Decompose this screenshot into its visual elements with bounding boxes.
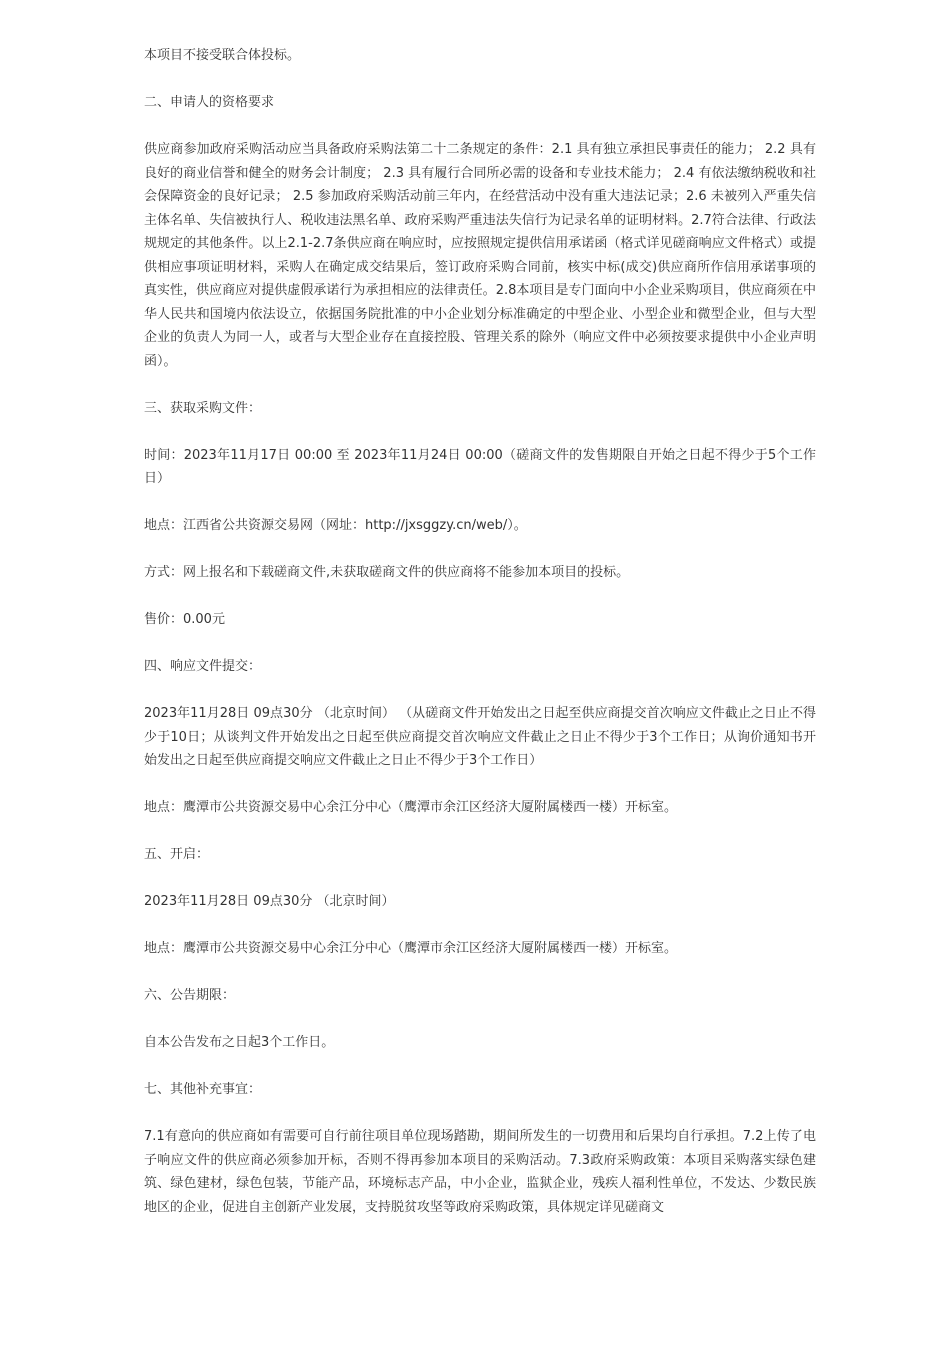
section-heading-qualifications: 二、申请人的资格要求 [144,95,275,110]
paragraph-qualifications: 供应商参加政府采购活动应当具备政府采购法第二十二条规定的条件：2.1 具有独立承担民事责任的能力； 2.2 具有良好的商业信誉和健全的财务会计制度； 2.3 具有履行合同所必需的设备和专业技术能力； 2.4 有依法缴纳税收和社会保障资金的良好记录； 2.5 参加政府采购活动前三年内，在经营活动中没有重大违法记录；2.6 未被列入严重失信主体名单、失信被执行人、税收违法黑名单、政府采购严重违法失信行为记录名单的证明材料。2.7符合法律、行政法规规定的其他条件。以上2.1-2.7条供应商在响应时，应按照规定提供信用承诺函（格式详见磋商响应文件格式）或提供相应事项证明材料，采购人在确定成交结果后，签订政府采购合同前，核实中标(成交)供应商所作信用承诺事项的真实性，供应商应对提供虚假承诺行为承担相应的法律责任。2.8本项目是专门面向中小企业采购项目，供应商须在中华人民共和国境内依法设立，依据国务院批准的中小企业划分标准确定的中型企业、小型企业和微型企业，但与大型企业的负责人为同一人，或者与大型企业存在直接控股、管理关系的除外（响应文件中必须按要求提供中小企业声明函）。 [144,142,816,369]
document-body [144,44,816,1219]
paragraph-obtain-time: 时间：2023年11月17日 00:00 至 2023年11月24日 00:00（磋商文件的发售期限自开始之日起不得少于5个工作日） [144,447,816,486]
section-heading-submission: 四、响应文件提交： [144,659,262,674]
paragraph-consortium-note: 本项目不接受联合体投标。 [144,48,301,63]
paragraph-opening-time: 2023年11月28日 09点30分 （北京时间） [144,894,395,909]
paragraph-obtain-method: 方式：网上报名和下载磋商文件,未获取磋商文件的供应商将不能参加本项目的投标。 [144,565,630,580]
section-heading-other-matters: 七、其他补充事宜： [144,1082,262,1097]
paragraph-other-matters: 7.1有意向的供应商如有需要可自行前往项目单位现场踏勘，期间所发生的一切费用和后果均自行承担。7.2上传了电子响应文件的供应商必须参加开标，否则不得再参加本项目的采购活动。7.3政府采购政策：本项目采购落实绿色建筑、绿色建材，绿色包装，节能产品，环境标志产品，中小企业，监狱企业，残疾人福利性单位，不发达、少数民族地区的企业，促进自主创新产业发展，支持脱贫攻坚等政府采购政策，具体规定详见磋商文 [144,1129,816,1215]
section-heading-opening: 五、开启： [144,847,210,862]
paragraph-notice-period: 自本公告发布之日起3个工作日。 [144,1035,335,1050]
paragraph-obtain-location: 地点：江西省公共资源交易网（网址：http://jxsggzy.cn/web/）。 [144,518,527,533]
paragraph-price: 售价：0.00元 [144,612,225,627]
section-heading-notice-period: 六、公告期限： [144,988,236,1003]
paragraph-opening-location: 地点：鹰潭市公共资源交易中心余江分中心（鹰潭市余江区经济大厦附属楼西一楼）开标室。 [144,941,678,956]
paragraph-submission-location: 地点：鹰潭市公共资源交易中心余江分中心（鹰潭市余江区经济大厦附属楼西一楼）开标室。 [144,800,678,815]
paragraph-submission-time: 2023年11月28日 09点30分 （北京时间） （从磋商文件开始发出之日起至供应商提交首次响应文件截止之日止不得少于10日；从谈判文件开始发出之日起至供应商提交首次响应文件截止之日止不得少于3个工作日；从询价通知书开始发出之日起至供应商提交响应文件截止之日止不得少于3个工作日） [144,706,816,768]
section-heading-obtain-documents: 三、获取采购文件： [144,400,262,416]
